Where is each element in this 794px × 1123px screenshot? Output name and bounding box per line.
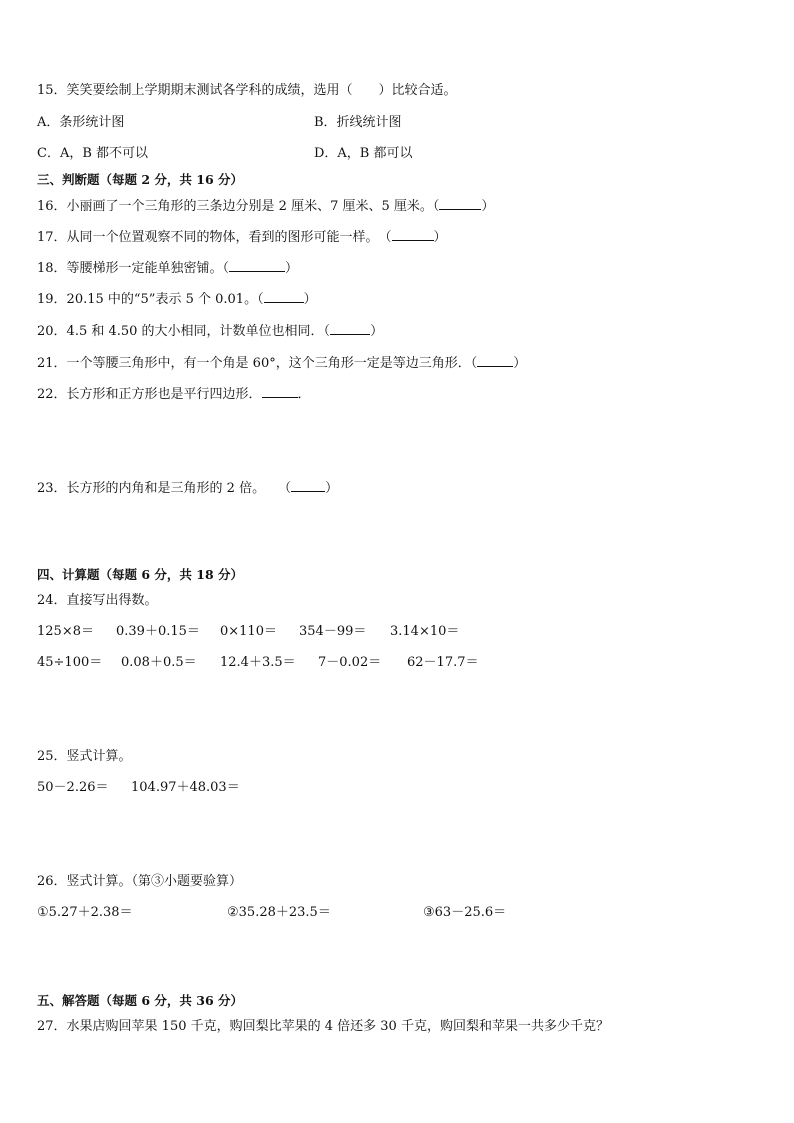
question-20-text: 20．4.5 和 4.50 的大小相同，计数单位也相同．（ <box>37 324 331 339</box>
answer-blank <box>392 228 434 241</box>
calc-item: 12.4＋3.5＝ <box>220 655 296 670</box>
question-23 <box>37 479 338 498</box>
question-22-text: 22．长方形和正方形也是平行四边形． <box>37 387 262 402</box>
question-18-suffix: ） <box>285 261 299 276</box>
question-23-text: 23．长方形的内角和是三角形的 2 倍。 （ <box>37 481 292 496</box>
question-21 <box>37 354 526 373</box>
question-17 <box>37 228 447 247</box>
q15-option-c: C．A，B 都不可以 <box>37 146 149 161</box>
section-5-heading: 五、解答题（每题 6 分，共 36 分） <box>37 993 244 1008</box>
q15-option-b: B．折线统计图 <box>314 115 402 130</box>
answer-blank <box>262 385 298 398</box>
calc-item: 0.08＋0.5＝ <box>121 655 197 670</box>
calc-item: 104.97＋48.03＝ <box>131 780 240 795</box>
question-22 <box>37 385 311 404</box>
question-20-suffix: ） <box>370 324 384 339</box>
question-17-text: 17．从同一个位置观察不同的物体，看到的图形可能一样。 （ <box>37 230 392 245</box>
calc-item: 0×110＝ <box>220 624 277 639</box>
section-3-heading: 三、判断题（每题 2 分，共 16 分） <box>37 172 244 187</box>
question-26: 26．竖式计算。（第③小题要验算） <box>37 874 243 889</box>
question-25: 25．竖式计算。 <box>37 749 132 764</box>
question-20 <box>37 322 383 341</box>
question-16-suffix: ） <box>481 199 495 214</box>
section-4-heading: 四、计算题（每题 6 分，共 18 分） <box>37 567 244 582</box>
calc-item: ③63－25.6＝ <box>423 905 507 920</box>
answer-blank <box>264 290 304 303</box>
question-19-suffix: ） <box>303 292 317 307</box>
question-19-text: 19．20.15 中的“5”表示 5 个 0.01。（ <box>37 292 264 307</box>
answer-blank <box>477 354 513 367</box>
question-16 <box>37 197 494 216</box>
calc-item: ②35.28＋23.5＝ <box>227 905 331 920</box>
question-19 <box>37 290 317 309</box>
answer-blank <box>330 322 370 335</box>
question-18 <box>37 259 298 278</box>
q15-option-d: D．A，B 都可以 <box>314 146 413 161</box>
question-18-text: 18．等腰梯形一定能单独密铺。（ <box>37 261 230 276</box>
calc-item: 62－17.7＝ <box>407 655 479 670</box>
calc-item: 50－2.26＝ <box>37 780 109 795</box>
question-21-text: 21．一个等腰三角形中，有一个角是 60°，这个三角形一定是等边三角形．（ <box>37 356 478 371</box>
question-17-suffix: ） <box>433 230 447 245</box>
calc-item: 354－99＝ <box>299 624 367 639</box>
answer-blank <box>439 197 481 210</box>
q15-option-a: A．条形统计图 <box>37 115 125 130</box>
calc-item: 7－0.02＝ <box>318 655 382 670</box>
question-23-suffix: ） <box>325 481 339 496</box>
calc-item: 45÷100＝ <box>37 655 103 670</box>
answer-blank <box>291 479 325 492</box>
calc-item: 125×8＝ <box>37 624 94 639</box>
question-21-suffix: ） <box>513 356 527 371</box>
question-24: 24．直接写出得数。 <box>37 593 158 608</box>
calc-item: 0.39＋0.15＝ <box>116 624 200 639</box>
question-16-text: 16．小丽画了一个三角形的三条边分别是 2 厘米、7 厘米、5 厘米。（ <box>37 199 440 214</box>
calc-item: 3.14×10＝ <box>390 624 460 639</box>
question-22-suffix: ． <box>297 387 311 402</box>
answer-blank <box>229 259 285 272</box>
calc-item: ①5.27＋2.38＝ <box>37 905 133 920</box>
question-27: 27．水果店购回苹果 150 千克，购回梨比苹果的 4 倍还多 30 千克，购回梨和苹果一共多少千克？ <box>37 1019 609 1034</box>
question-15: 15．笑笑要绘制上学期期末测试各学科的成绩，选用（ ）比较合适。 <box>37 83 457 98</box>
